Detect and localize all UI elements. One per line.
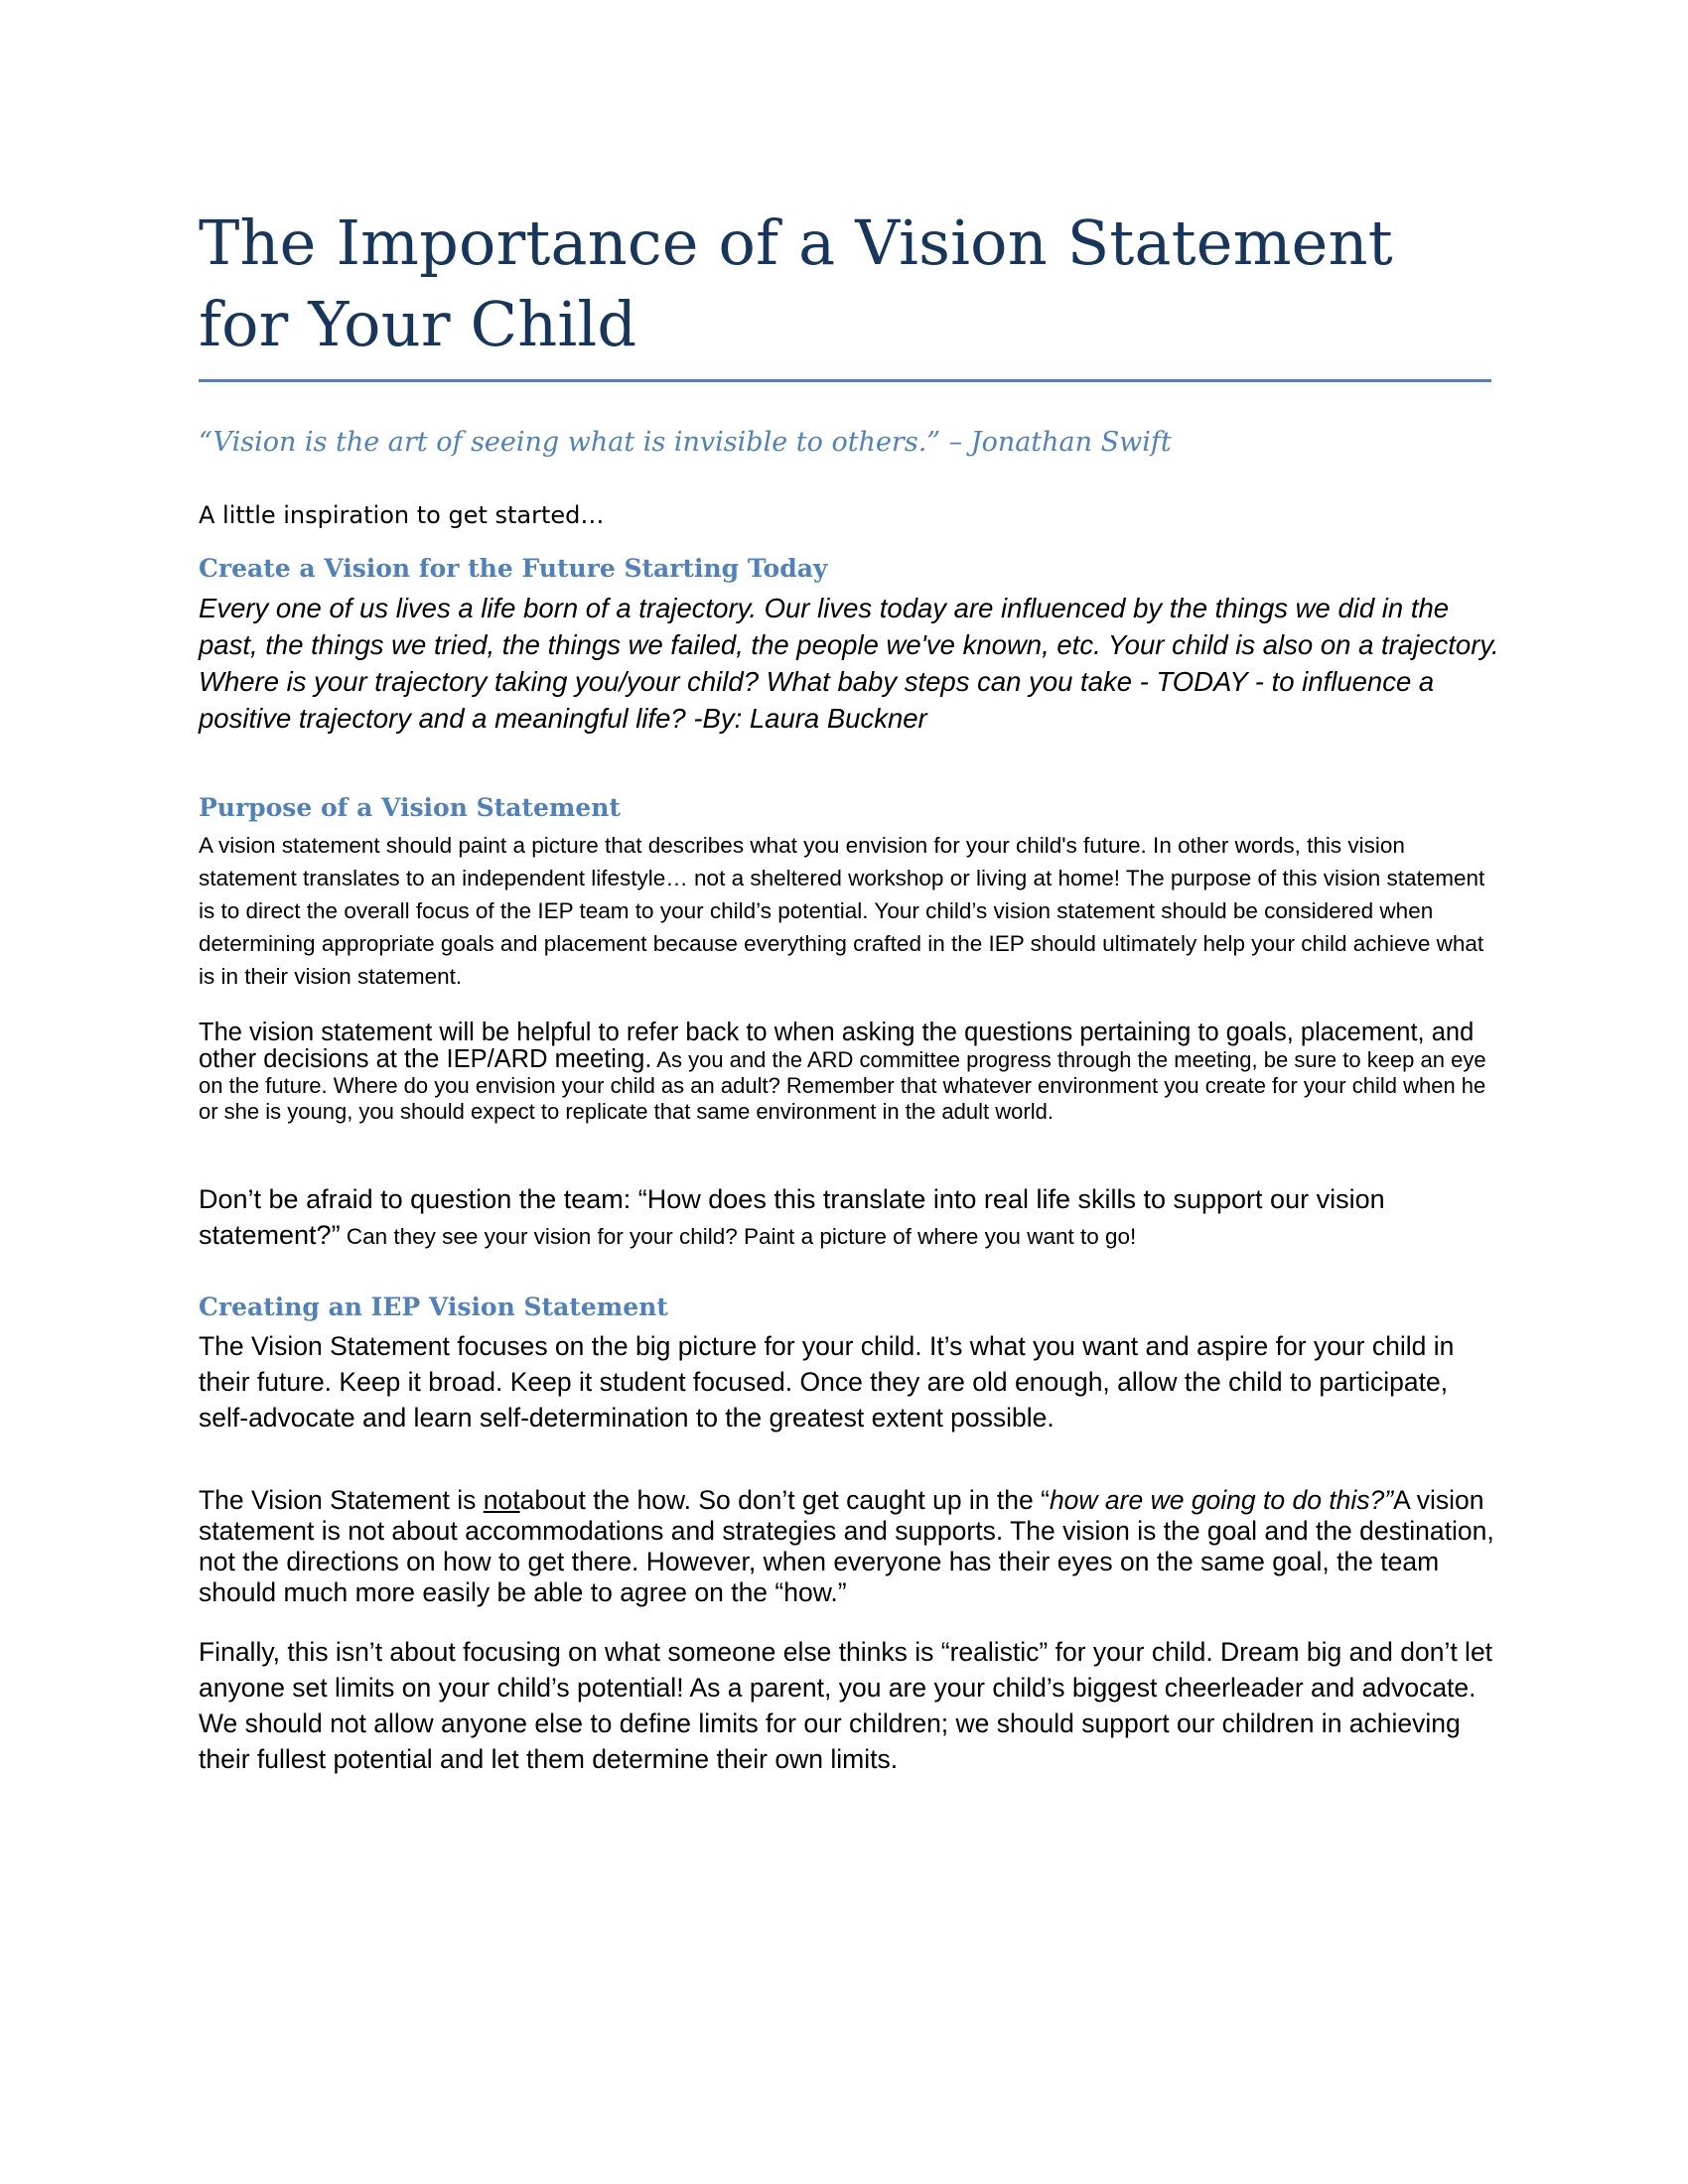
title-divider xyxy=(199,379,1491,382)
paragraph-rest-text: As you and the ARD committee progress through the meeting, be sure to keep an eye on the future. Where do you envision your child as an adult? Remember that whatever environment you create for your child when he or she is young, you should expect to replicate that same environment in the adult world. xyxy=(199,1047,1486,1124)
section-create-vision-paragraph: Every one of us lives a life born of a trajectory. Our lives today are influenced by the things we did in the past, the things we tried, the things we failed, the people we've known, etc. Your child is also on a trajectory. Where is your trajectory taking you/your child? What baby steps can you take - TODAY - to influence a positive trajectory and a meaningful life? -By: Laura Buckner xyxy=(199,593,1499,734)
section-creating-iep-paragraph-2 xyxy=(199,1485,1499,1608)
section-purpose-paragraph-3 xyxy=(199,1181,1499,1255)
document-page xyxy=(199,0,1499,2184)
intro-line: A little inspiration to get started… xyxy=(199,501,605,529)
section-heading-create-vision: Create a Vision for the Future Starting Today xyxy=(199,554,828,583)
section-purpose-paragraph-2 xyxy=(199,1020,1499,1125)
document-title: The Importance of a Vision Statement for Your Child xyxy=(199,206,1393,360)
opening-quote: “Vision is the art of seeing what is invisible to others.” – Jonathan Swift xyxy=(199,427,1172,458)
paragraph-lead-text: The vision statement will be helpful to refer back to when asking the questions pertaining to goals, placement, and other decisions at the IEP/ARD meeting. xyxy=(199,1019,1475,1073)
section-creating-iep-paragraph-3: Finally, this isn’t about focusing on what someone else thinks is “realistic” for your child. Dream big and don’t let anyone set limits on your child’s potential! As a parent, you are your child’s biggest cheerleader and advocate. We should not allow anyone else to define limits for our children; we should support our children in achieving their fullest potential and let them determine their own limits. xyxy=(199,1637,1493,1774)
paragraph-text-part-3: A vision statement is not about accommodations and strategies and supports. The vision is the goal and the destination, not the directions on how to get there. However, when everyone has their eyes on the same goal, the team should much more easily be able to agree on the “how.” xyxy=(199,1485,1494,1607)
underlined-not-text: not xyxy=(483,1485,520,1515)
paragraph-lead-text: Don’t be afraid to question the team: “How does this translate into real life skills to support our vision statement?” xyxy=(199,1184,1385,1250)
paragraph-text-part-1: The Vision Statement is xyxy=(199,1485,484,1515)
section-heading-creating-iep: Creating an IEP Vision Statement xyxy=(199,1293,668,1321)
section-heading-purpose: Purpose of a Vision Statement xyxy=(199,793,621,822)
paragraph-rest-text: Can they see your vision for your child? Paint a picture of where you want to go! xyxy=(340,1224,1137,1249)
section-creating-iep-paragraph-1: The Vision Statement focuses on the big picture for your child. It’s what you want and aspire for your child in their future. Keep it broad. Keep it student focused. Once they are old enough, allow the child to participate, self-advocate and learn self-determination to the greatest extent possible. xyxy=(199,1331,1455,1433)
paragraph-text-part-2: about the how. So don’t get caught up in the “ xyxy=(519,1485,1050,1515)
italic-question-text: how are we going to do this?” xyxy=(1049,1485,1394,1515)
section-purpose-paragraph-1: A vision statement should paint a picture that describes what you envision for your child's future. In other words, this vision statement translates to an independent lifestyle… not a sheltered workshop or living at home! The purpose of this vision statement is to direct the overall focus of the IEP team to your child’s potential. Your child’s vision statement should be considered when determining appropriate goals and placement because everything crafted in the IEP should ultimately help your child achieve what is in their vision statement. xyxy=(199,833,1485,989)
